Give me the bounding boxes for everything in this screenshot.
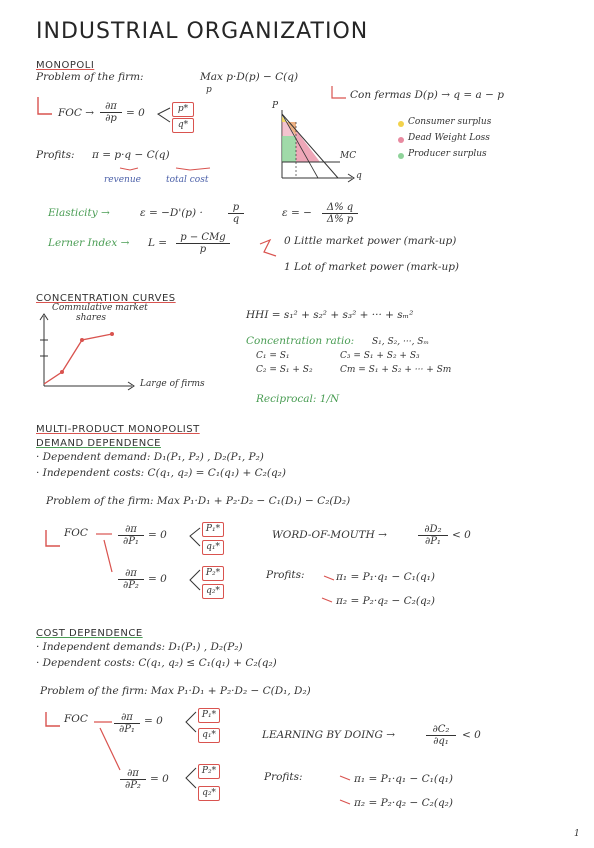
legend-producer: Producer surplus <box>408 149 487 159</box>
graph-q-label: q <box>356 171 362 181</box>
wom-lt: < 0 <box>452 529 471 541</box>
elasticity-label: Elasticity → <box>48 207 110 219</box>
conc-y-label-1: Commulative market <box>52 303 148 313</box>
monopoly-heading: MONOPOLI <box>36 60 95 71</box>
problem-expr: Max p·D(p) − C(q) <box>200 71 299 83</box>
box-p1-b: P₁* <box>198 708 220 723</box>
hhi: HHI = s₁² + s₂² + s₃² + ··· + sₘ² <box>246 309 414 321</box>
foc-arrow <box>38 97 52 114</box>
page-number: 1 <box>574 829 580 839</box>
problem-label: Problem of the firm: <box>36 71 144 83</box>
conv-arrow <box>332 86 346 98</box>
demand-dependence-heading: DEMAND DEPENDENCE <box>36 438 161 449</box>
box-p2: P₂* <box>202 566 224 581</box>
page-title: INDUSTRIAL ORGANIZATION <box>36 19 369 44</box>
legend-dot-consumer <box>398 121 404 127</box>
foc-label-1: FOC <box>64 527 88 539</box>
problem2: Problem of the firm: Max P₁·D₁ + P₂·D₂ − C(D₁, D₂) <box>40 685 311 697</box>
foc-label: FOC → <box>58 107 95 119</box>
cd2: · Dependent costs: C(q₁, q₂) ≤ C₁(q₁) + C₂(q₂) <box>36 657 277 669</box>
pi2: π₂ = P₂·q₂ − C₂(q₂) <box>336 595 435 607</box>
elasticity-fraction: $\frac{p}{q}$ <box>228 202 244 225</box>
legend-dot-producer <box>398 153 404 159</box>
total-cost-label: total cost <box>166 175 209 185</box>
c1: C₁ = S₁ <box>256 351 290 361</box>
dd2: · Independent costs: C(q₁, q₂) = C₁(q₁) + C₂(q₂) <box>36 467 286 479</box>
cm: Cm = S₁ + S₂ + ··· + Sm <box>340 365 452 375</box>
c2: C₂ = S₁ + S₂ <box>256 365 313 375</box>
graph-mc-label: MC <box>340 151 357 161</box>
foc-fraction: $\frac{\partial\pi}{\partial p}$ <box>100 101 122 124</box>
cost-dependence-heading: COST DEPENDENCE <box>36 628 143 639</box>
cd1: · Independent demands: D₁(P₁) , D₂(P₂) <box>36 641 243 653</box>
eq0-c: = 0 <box>144 715 163 727</box>
box-q2: q₂* <box>202 584 224 599</box>
pi1b: π₁ = P₁·q₁ − C₁(q₁) <box>354 773 453 785</box>
dpi-dp2-b: $\frac{\partial\pi}{\text{∂P₂}}$ <box>120 768 146 791</box>
elasticity-expr: ε = −D'(p) · <box>140 207 203 219</box>
problem1: Problem of the firm: Max P₁·D₁ + P₂·D₂ − C₁(D₁) − C₂(D₂) <box>46 495 351 507</box>
dpi-dp1-b: $\frac{\partial\pi}{\text{∂P₁}}$ <box>114 712 140 735</box>
box-p1: P₁* <box>202 522 224 537</box>
problem-under: p <box>206 85 212 95</box>
pi1: π₁ = P₁·q₁ − C₁(q₁) <box>336 571 435 583</box>
profits-expr: π = p·q − C(q) <box>92 149 170 161</box>
lerner-fraction: p − CMg p <box>176 232 230 255</box>
elasticity-fraction2: $\frac{\Delta\% q}{\Delta\% p}$ <box>322 202 358 225</box>
lbd: LEARNING BY DOING → <box>262 729 396 741</box>
foc-box-p: p* <box>172 102 194 117</box>
multi-heading: MULTI-PRODUCT MONOPOLIST <box>36 424 200 435</box>
dpi-dp1: $\frac{\partial\pi}{\text{∂P₁}}$ <box>118 524 144 547</box>
ratio-expr: S₁, S₂, ···, Sₘ <box>372 337 429 347</box>
reciprocal: Reciprocal: 1/N <box>256 393 340 405</box>
lbd-lt: < 0 <box>462 729 481 741</box>
eq0-d: = 0 <box>150 773 169 785</box>
lerner-expr: L = <box>148 237 168 249</box>
lerner-0: 0 Little market power (mark-up) <box>284 235 457 247</box>
eq0-a: = 0 <box>148 529 167 541</box>
lerner-label: Lerner Index → <box>48 237 130 249</box>
conv-label: Con fermas D(p) → q = a − p <box>350 89 504 101</box>
box-q1-b: q₁* <box>198 728 220 743</box>
box-q1: q₁* <box>202 540 224 555</box>
conc-y-label-2: shares <box>76 313 107 323</box>
lerner-1: 1 Lot of market power (mark-up) <box>284 261 460 273</box>
monopoly-graph <box>282 110 357 182</box>
c3: C₃ = S₁ + S₂ + S₃ <box>340 351 420 361</box>
dd1: · Dependent demand: D₁(P₁, P₂) , D₂(P₁, P₂) <box>36 451 264 463</box>
foc-box-q: q* <box>172 118 194 133</box>
conc-x-label: Large of firms <box>140 379 205 389</box>
elasticity-expr2: ε = − <box>282 207 312 219</box>
concentration-heading: CONCENTRATION CURVES <box>36 293 176 304</box>
concentration-graph <box>40 314 134 390</box>
graph-p-label: P <box>272 101 279 111</box>
dpi-dp2: $\frac{\partial\pi}{\text{∂P₂}}$ <box>118 568 144 591</box>
eq0-b: = 0 <box>148 573 167 585</box>
foc-label-2: FOC <box>64 713 88 725</box>
legend-dot-dwl <box>398 137 404 143</box>
lbd-fraction: $\frac{\text{∂C₂}}{\text{∂q₁}}$ <box>426 724 456 747</box>
box-p2-b: P₂* <box>198 764 220 779</box>
profits-label-1: Profits: <box>266 569 305 581</box>
ratio-label: Concentration ratio: <box>246 335 355 347</box>
profits-label-2: Profits: <box>264 771 303 783</box>
box-q2-b: q₂* <box>198 786 220 801</box>
legend-consumer: Consumer surplus <box>408 117 492 127</box>
foc-eq: = 0 <box>126 107 145 119</box>
profits-label: Profits: <box>36 149 75 161</box>
wom-fraction: $\frac{\text{∂D₂}}{\text{∂P₁}}$ <box>418 524 448 547</box>
legend-dwl: Dead Weight Loss <box>408 133 490 143</box>
revenue-label: revenue <box>104 175 141 185</box>
pi2b: π₂ = P₂·q₂ − C₂(q₂) <box>354 797 453 809</box>
wom: WORD-OF-MOUTH → <box>272 529 387 541</box>
